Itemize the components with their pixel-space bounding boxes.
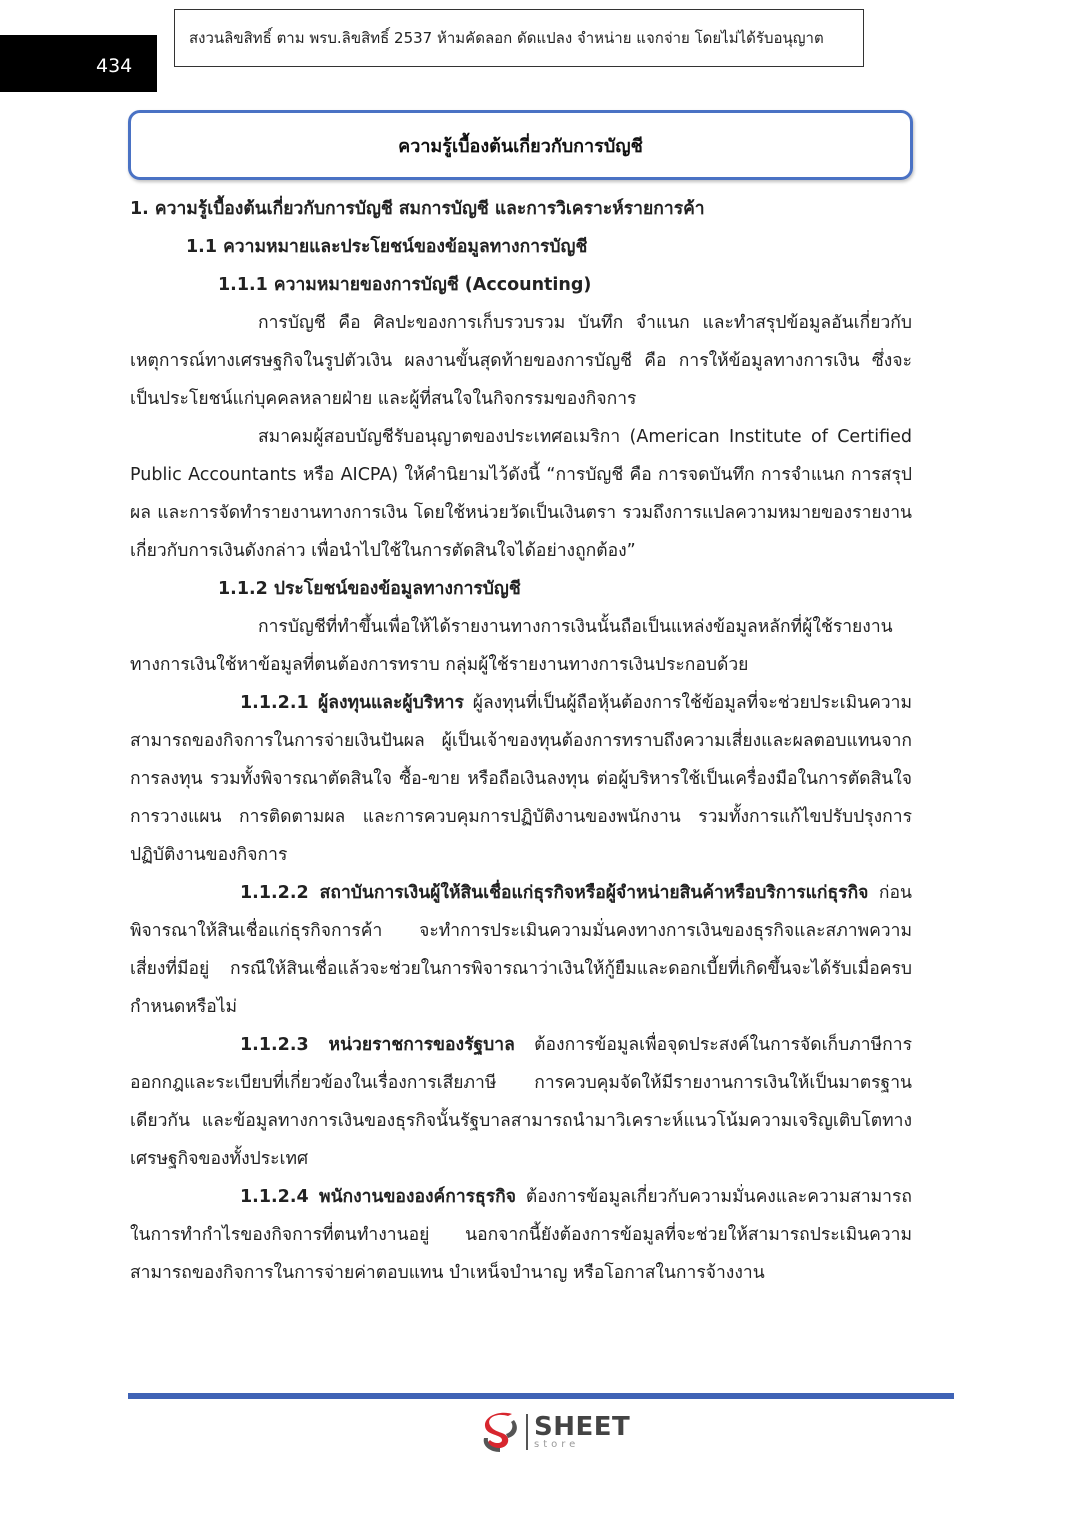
logo-subword: store	[534, 1439, 580, 1450]
paragraph-text: ก่อนพิจารณาให้สินเชื่อแก่ธุรกิจการค้า จะทำการประเมินความมั่นคงทางการเงินของธุรกิจและสภาพความเสี่ยงที่มีอยู่ กรณีให้สินเชื่อแล้วจะช่วยในการพิจารณาว่าเงินให้กู้ยืมและดอกเบี้ยที่เกิดขึ้นจะได้รับเมื่อครบกำหนดหรือไม่	[130, 883, 912, 1017]
logo-divider	[526, 1414, 528, 1450]
paragraph-employees	[130, 1178, 912, 1292]
paragraph-text: ต้องการข้อมูลเพื่อจุดประสงค์ในการจัดเก็บภาษีการออกกฎและระเบียบที่เกี่ยวข้องในเรื่องการเสียภาษี การควบคุมจัดให้มีรายงานการเงินให้เป็นมาตรฐานเดียวกัน และข้อมูลทางการเงินของธุรกิจนั้นรัฐบาลสามารถนำมาวิเคราะห์แนวโน้มความเจริญเติบโตทางเศรษฐกิจของทั้งประเทศ	[130, 1035, 912, 1169]
paragraph-lead: 1.1.2.4 พนักงานขององค์การธุรกิจ	[240, 1187, 516, 1207]
paragraph-government	[130, 1026, 912, 1178]
paragraph-aicpa-definition: สมาคมผู้สอบบัญชีรับอนุญาตของประเทศอเมริกา (American Institute of Certified Public Accountants หรือ AICPA) ให้คำนิยามไว้ดังนี้ “การบัญชี คือ การจดบันทึก การจำแนก การสรุปผล และการจัดทำรายงานทางการเงิน โดยใช้หน่วยวัดเป็นเงินตรา รวมถึงการแปลความหมายของรายงานเกี่ยวกับการเงินดังกล่าว เพื่อนำไปใช้ในการตัดสินใจได้อย่างถูกต้อง”	[130, 427, 912, 561]
sheet-store-logo	[478, 1410, 630, 1454]
footer-rule	[128, 1393, 954, 1399]
page-number-badge	[0, 35, 157, 92]
paragraph-text: ต้องการข้อมูลเกี่ยวกับความมั่นคงและความสามารถในการทำกำไรของกิจการที่ตนทำงานอยู่ นอกจากนี้ยังต้องการข้อมูลที่จะช่วยให้สามารถประเมินความสามารถของกิจการในการจ่ายค่าตอบแทน บำเหน็จบำนาญ หรือโอกาสในการจ้างงาน	[130, 1187, 912, 1283]
paragraph-creditors	[130, 874, 912, 1026]
document-body	[130, 190, 912, 1292]
heading-section-1: 1. ความรู้เบื้องต้นเกี่ยวกับการบัญชี สมการบัญชี และการวิเคราะห์รายการค้า	[130, 199, 705, 219]
logo-wordmark	[534, 1414, 630, 1450]
paragraph-lead: 1.1.2.1 ผู้ลงทุนและผู้บริหาร	[240, 693, 464, 713]
sheet-logo-icon	[478, 1410, 522, 1454]
paragraph-users-intro: การบัญชีที่ทำขึ้นเพื่อให้ได้รายงานทางการเงินนั้นถือเป็นแหล่งข้อมูลหลักที่ผู้ใช้รายงานทางการเงินใช้หาข้อมูลที่ตนต้องการทราบ กลุ่มผู้ใช้รายงานทางการเงินประกอบด้วย	[130, 617, 893, 675]
logo-word: SHEET	[534, 1412, 631, 1442]
paragraph-text: ผู้ลงทุนที่เป็นผู้ถือหุ้นต้องการใช้ข้อมูลที่จะช่วยประเมินความสามารถของกิจการในการจ่ายเงินปันผล ผู้เป็นเจ้าของทุนต้องการทราบถึงความเสี่ยงและผลตอบแทนจากการลงทุน รวมทั้งพิจารณาตัดสินใจ ซื้อ-ขาย หรือถือเงินลงทุน ต่อผู้บริหารใช้เป็นเครื่องมือในการตัดสินใจ การวางแผน การติดตามผล และการควบคุมการปฏิบัติงานของพนักงาน รวมทั้งการแก้ไขปรับปรุงการปฏิบัติงานของกิจการ	[130, 693, 912, 865]
heading-section-1-1-2: 1.1.2 ประโยชน์ของข้อมูลทางการบัญชี	[218, 579, 521, 599]
paragraph-accounting-definition: การบัญชี คือ ศิลปะของการเก็บรวบรวม บันทึก จำแนก และทำสรุปข้อมูลอันเกี่ยวกับเหตุการณ์ทางเศรษฐกิจในรูปตัวเงิน ผลงานขั้นสุดท้ายของการบัญชี คือ การให้ข้อมูลทางการเงิน ซึ่งจะเป็นประโยชน์แก่บุคคลหลายฝ่าย และผู้ที่สนใจในกิจกรรมของกิจการ	[130, 313, 912, 409]
paragraph-lead: 1.1.2.3 หน่วยราชการของรัฐบาล	[240, 1035, 515, 1055]
copyright-text: สงวนลิขสิทธิ์ ตาม พรบ.ลิขสิทธิ์ 2537 ห้ามคัดลอก ดัดแปลง จำหน่าย แจกจ่าย โดยไม่ได้รับอนุญาต	[189, 29, 824, 47]
copyright-notice	[174, 9, 864, 67]
chapter-title: ความรู้เบื้องต้นเกี่ยวกับการบัญชี	[398, 135, 643, 157]
page-number: 434	[96, 55, 133, 77]
heading-section-1-1: 1.1 ความหมายและประโยชน์ของข้อมูลทางการบัญชี	[186, 237, 588, 257]
chapter-title-box	[128, 110, 913, 180]
paragraph-investors	[130, 684, 912, 874]
heading-section-1-1-1: 1.1.1 ความหมายของการบัญชี (Accounting)	[218, 275, 592, 295]
paragraph-lead: 1.1.2.2 สถาบันการเงินผู้ให้สินเชื่อแก่ธุรกิจหรือผู้จำหน่ายสินค้าหรือบริการแก่ธุรกิจ	[240, 883, 869, 903]
